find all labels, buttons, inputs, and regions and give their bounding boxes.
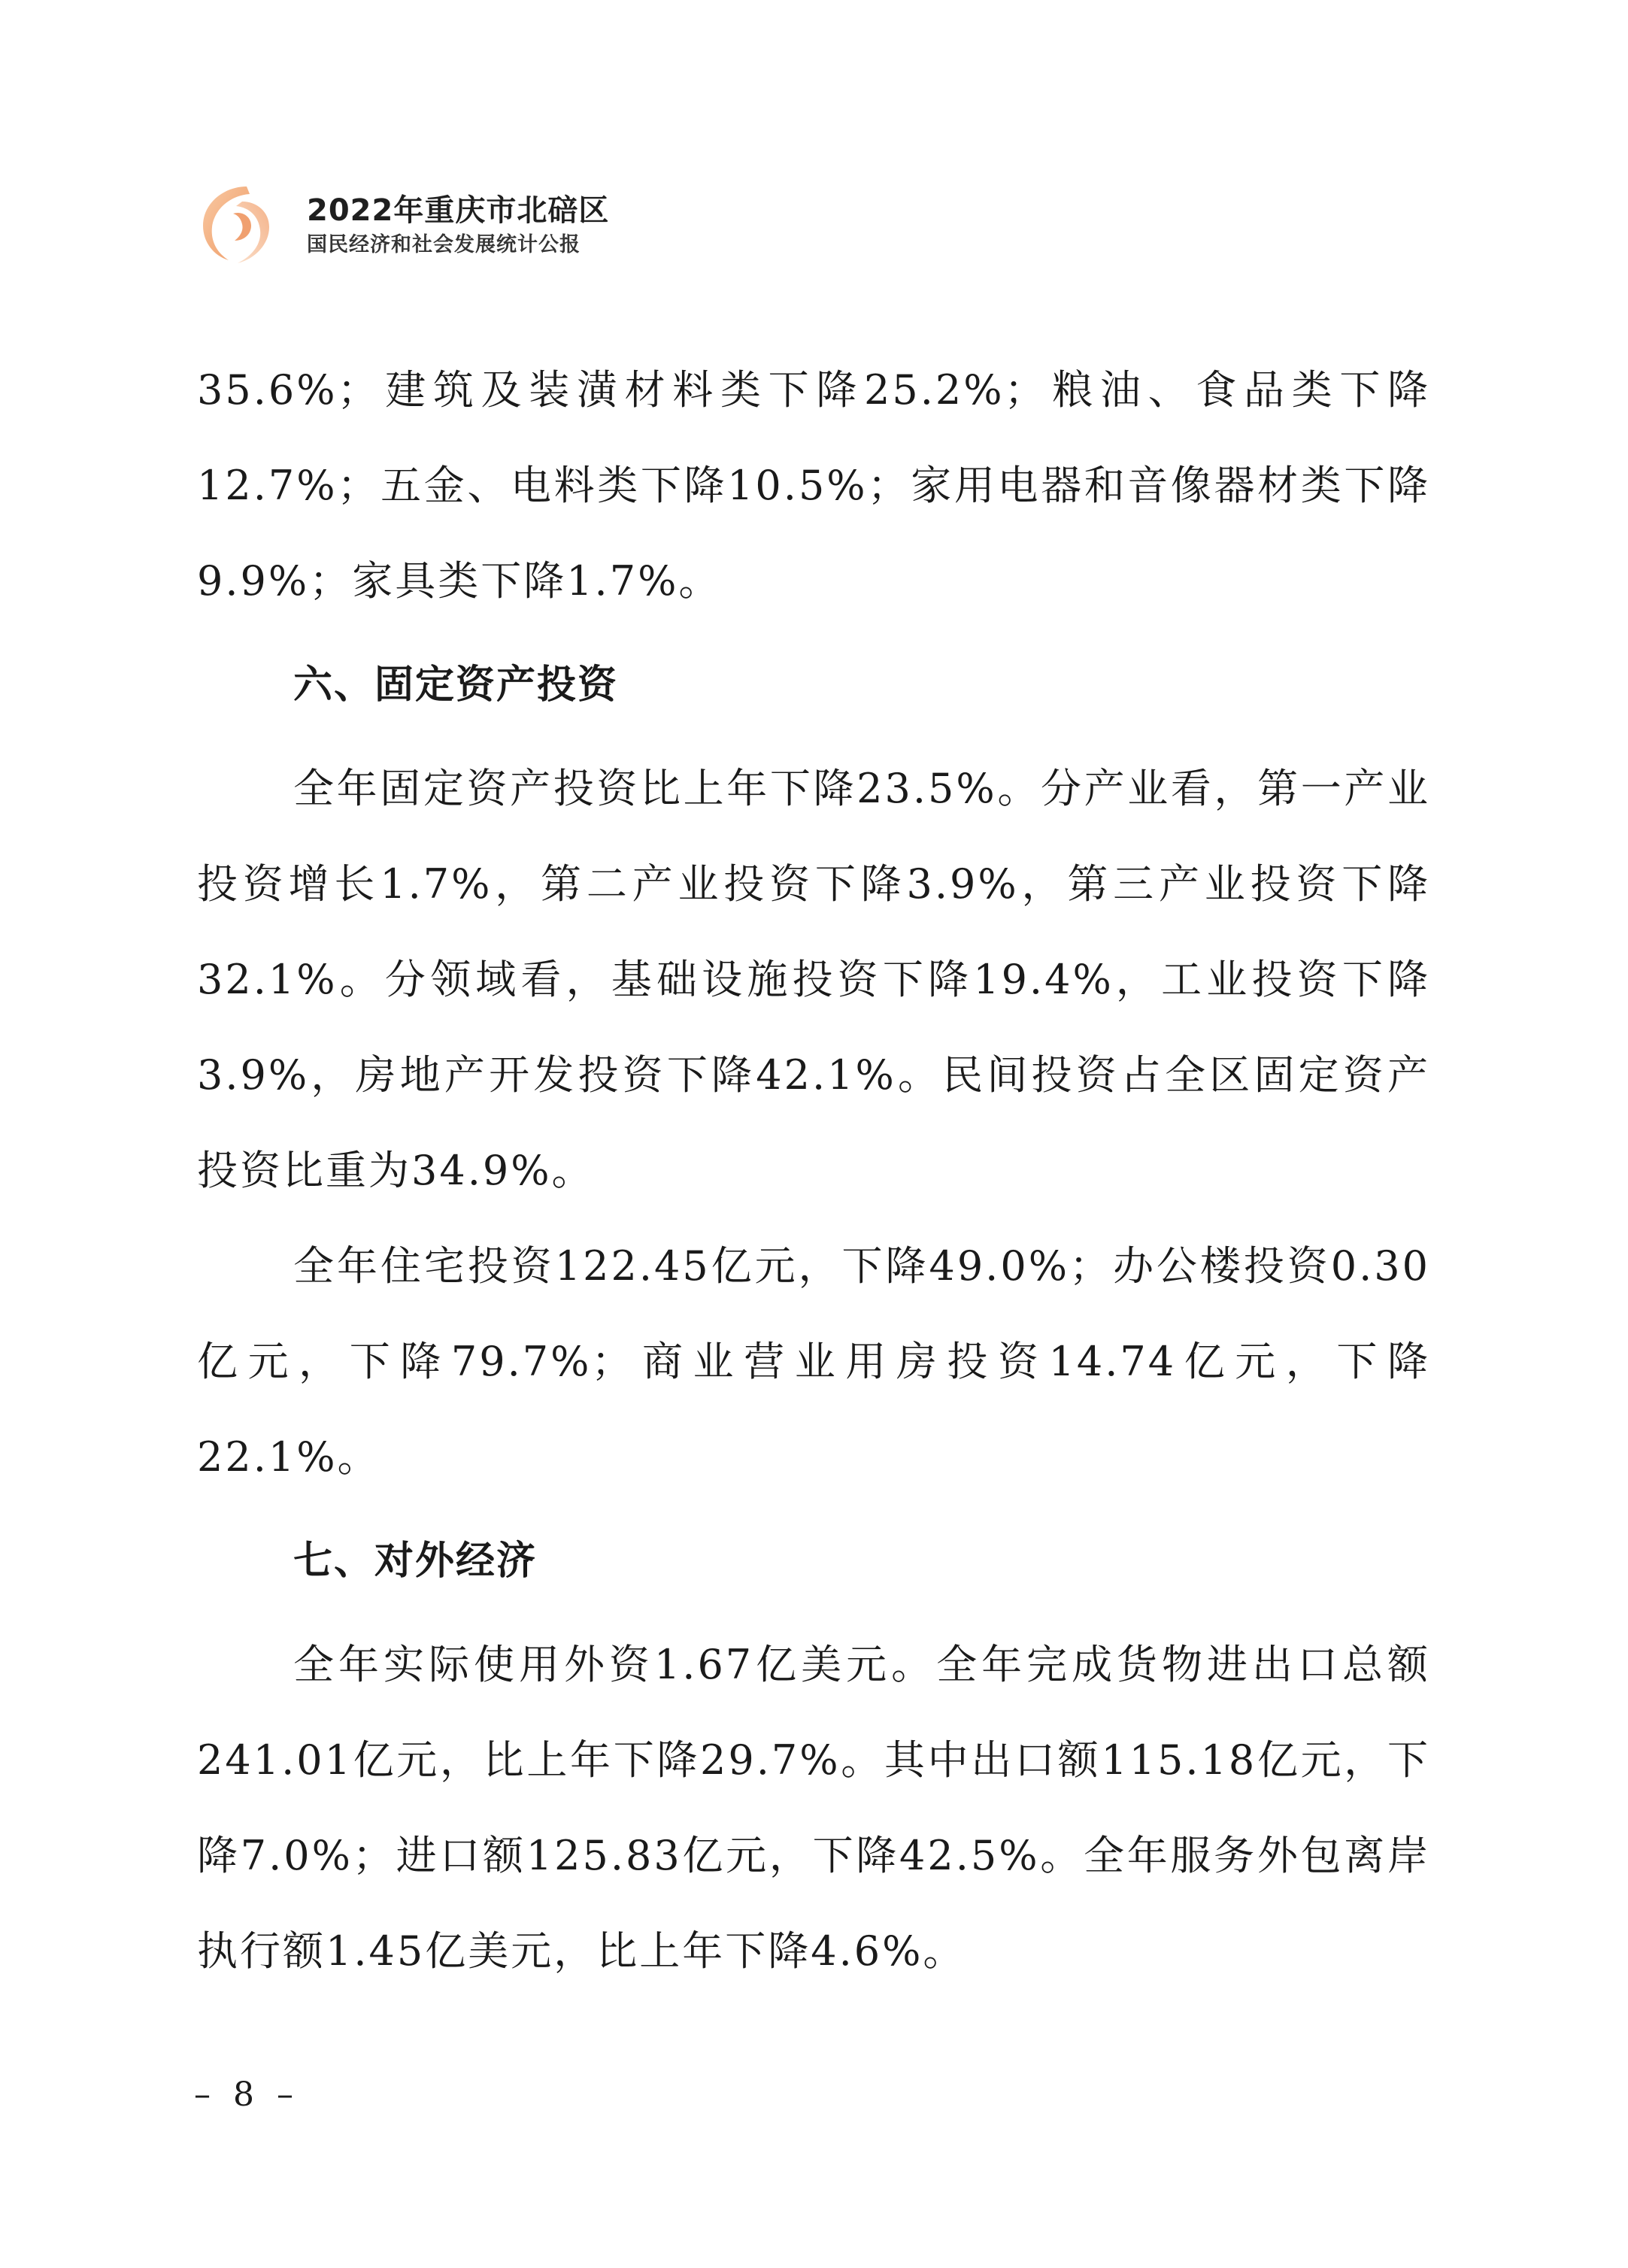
report-title: 2022年重庆市北碚区 — [307, 193, 610, 228]
paragraph-external-economy: 全年实际使用外资1.67亿美元。全年完成货物进出口总额241.01亿元，比上年下降29.7%。其中出口额115.18亿元，下降7.0%；进口额125.83亿元，下降42.5%。全年服务外包离岸执行额1.45亿美元，比上年下降4.6%。 — [197, 1641, 1430, 1975]
paragraph-building-investment: 全年住宅投资122.45亿元，下降49.0%；办公楼投资0.30亿元，下降79.7%；商业营业用房投资14.74亿元，下降22.1%。 — [197, 1242, 1430, 1481]
report-subtitle: 国民经济和社会发展统计公报 — [307, 233, 581, 256]
document-body — [197, 342, 1430, 1999]
section-heading-fixed-asset-investment: 六、固定资产投资 — [293, 663, 619, 708]
report-logo-icon — [194, 180, 284, 271]
report-header — [194, 180, 609, 271]
section-heading-external-economy: 七、对外经济 — [293, 1539, 538, 1584]
paragraph-fixed-asset-investment: 全年固定资产投资比上年下降23.5%。分产业看，第一产业投资增长1.7%，第二产业投资下降3.9%，第三产业投资下降32.1%。分领域看，基础设施投资下降19.4%，工业投资下降3.9%，房地产开发投资下降42.1%。民间投资占全区固定资产投资比重为34.9%。 — [197, 765, 1430, 1194]
paragraph-retail-continued: 35.6%；建筑及装潢材料类下降25.2%；粮油、食品类下降12.7%；五金、电料类下降10.5%；家用电器和音像器材类下降9.9%；家具类下降1.7%。 — [197, 366, 1430, 605]
page-number: – 8 – — [194, 2075, 299, 2114]
